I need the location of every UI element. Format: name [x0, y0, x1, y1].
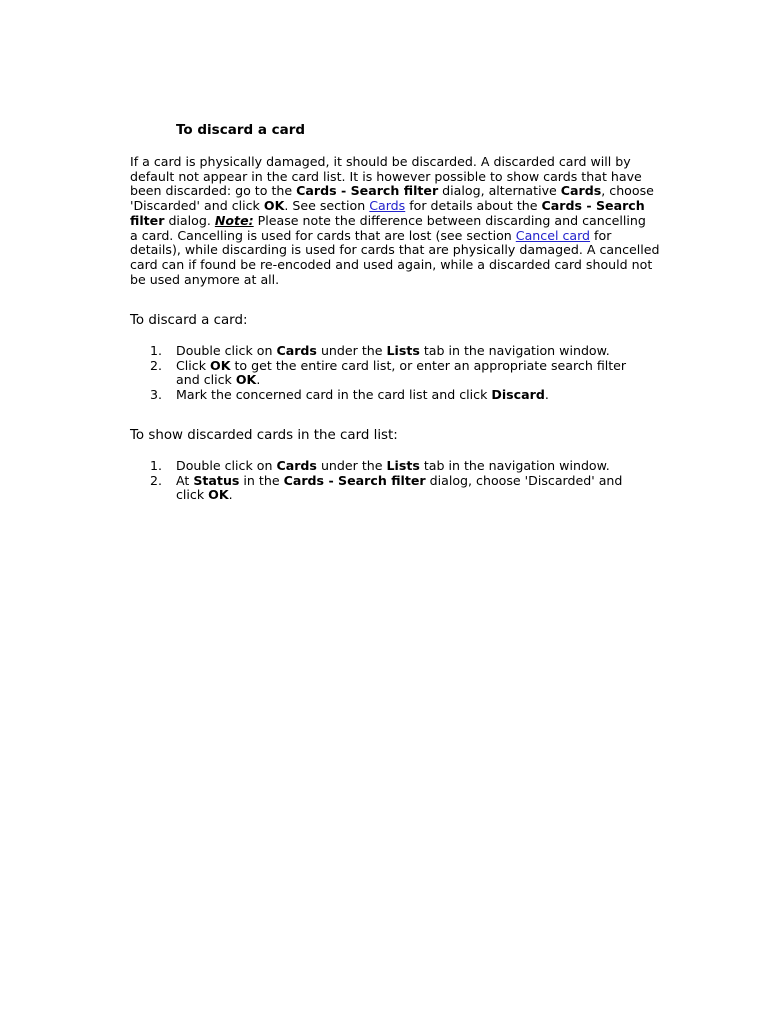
text: At	[176, 472, 194, 488]
bold-text: OK	[210, 357, 231, 373]
text: .	[256, 372, 261, 388]
bold-text: Cards - Search filter	[283, 472, 426, 488]
step-line	[176, 459, 622, 474]
step-number: 2.	[150, 357, 163, 373]
text: be used anymore at all.	[130, 271, 280, 287]
text: tab in the navigation window.	[419, 458, 610, 473]
text: a card. Cancelling is used for cards that are lost (see section	[130, 227, 516, 243]
text: .	[228, 487, 233, 503]
bold-text: Cards	[276, 343, 317, 358]
text: Mark the concerned card in the card list and click	[176, 387, 492, 403]
text: Double click on	[176, 458, 277, 473]
intro-line	[130, 229, 700, 244]
bold-text: Cards - Search filter	[296, 183, 439, 199]
list-item	[130, 344, 626, 359]
text: details), while discarding is used for cards that are physically damaged. A cancelled	[130, 242, 660, 258]
list-item	[130, 359, 626, 388]
text: for details about the	[405, 198, 542, 214]
bold-text: filter	[130, 212, 165, 228]
intro-paragraph	[130, 155, 700, 287]
text: under the	[316, 458, 387, 473]
bold-text: OK	[235, 372, 257, 388]
list-item	[130, 388, 626, 403]
step-number: 1.	[150, 343, 163, 358]
bold-text: Lists	[386, 343, 420, 358]
text: card can if found be re-encoded and used again, while a discarded card should not	[130, 256, 653, 272]
discard-steps-list	[130, 344, 626, 403]
intro-line	[130, 199, 700, 214]
intro-line	[130, 170, 700, 185]
intro-line	[130, 258, 700, 273]
text: default not appear in the card list. It is however possible to show cards that have	[130, 168, 642, 184]
text: dialog, choose 'Discarded' and	[425, 472, 623, 488]
text: 'Discarded' and click	[130, 198, 264, 214]
cards-section-link[interactable]: Cards	[369, 198, 406, 214]
bold-text: Discard	[491, 387, 545, 403]
bold-text: OK	[208, 487, 229, 503]
step-number: 2.	[150, 472, 163, 488]
text: and click	[176, 372, 236, 388]
text: been discarded: go to the	[130, 183, 297, 199]
bold-text: Cards	[560, 183, 602, 199]
text: dialog.	[164, 212, 215, 228]
step-line	[176, 344, 626, 359]
bold-text: Lists	[386, 458, 420, 473]
step-number: 1.	[150, 458, 163, 473]
text: . See section	[284, 198, 370, 214]
show-discarded-steps-list	[130, 459, 622, 503]
step-line	[176, 359, 626, 374]
discard-procedure-lead: To discard a card:	[130, 313, 248, 328]
text: for	[590, 227, 612, 243]
text: If a card is physically damaged, it should be discarded. A discarded card will by	[130, 154, 631, 169]
intro-line	[130, 273, 700, 288]
text: to get the entire card list, or enter an appropriate search filter	[230, 357, 627, 373]
intro-line	[130, 214, 700, 229]
text: tab in the navigation window.	[419, 343, 610, 358]
text: click	[176, 487, 209, 503]
list-item	[130, 474, 622, 503]
bold-text: Cards	[276, 458, 317, 473]
show-discarded-lead: To show discarded cards in the card list:	[130, 428, 398, 443]
cancel-card-link[interactable]: Cancel card	[515, 227, 591, 243]
text: Double click on	[176, 343, 277, 358]
section-heading: To discard a card	[176, 122, 306, 138]
intro-line	[130, 243, 700, 258]
step-line	[176, 488, 622, 503]
text: .	[544, 387, 549, 403]
step-line	[176, 388, 626, 403]
text: under the	[316, 343, 387, 358]
intro-line	[130, 155, 700, 170]
intro-line	[130, 184, 700, 199]
step-line	[176, 474, 622, 489]
text: , choose	[601, 183, 654, 199]
bold-text: Cards - Search	[541, 198, 645, 214]
text: dialog, alternative	[438, 183, 561, 199]
bold-text: OK	[263, 198, 285, 214]
bold-text: Status	[193, 472, 240, 488]
list-item	[130, 459, 622, 474]
note-label: Note:	[214, 212, 254, 228]
step-number: 3.	[150, 387, 163, 403]
text: in the	[239, 472, 284, 488]
text: Click	[176, 357, 211, 373]
step-line	[176, 373, 626, 388]
text: Please note the difference between discarding and cancelling	[253, 212, 646, 228]
